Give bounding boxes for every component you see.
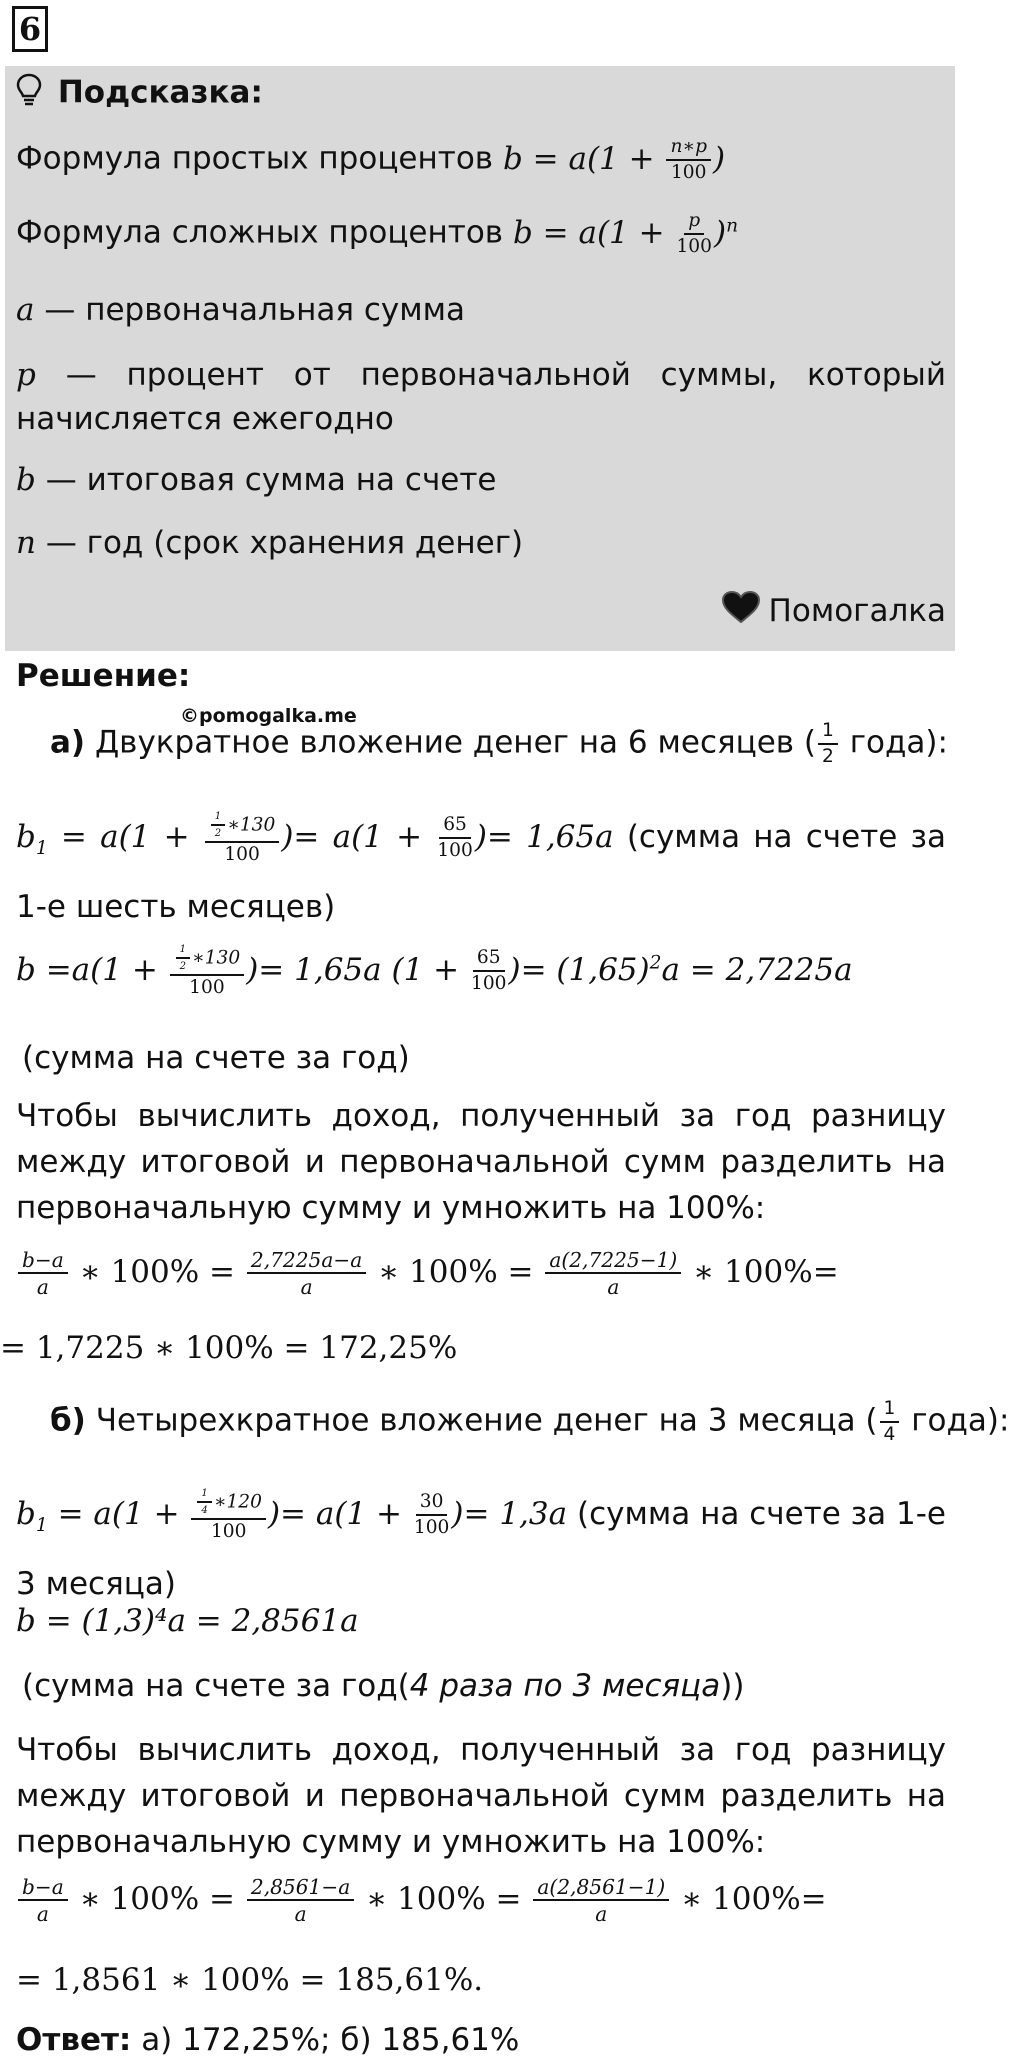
def-b: — итоговая сумма на счете bbox=[45, 462, 497, 498]
part-b-b-comment: (сумма на счете за год(4 раза по 3 месяца)) bbox=[22, 1668, 745, 1704]
part-b-income-text: Чтобы вычислить доход, полученный за год разницу между итоговой и первоначальной сумм разделить на первоначальную сумму и умножить на 100%: bbox=[16, 1732, 946, 1860]
part-b-b-formula: b = (1,3)⁴a = 2,8561a bbox=[16, 1603, 359, 1639]
part-b-b1-comment: (сумма на счете за 1-е 3 месяца) bbox=[16, 1496, 946, 1603]
answer-label: Ответ: bbox=[16, 2022, 132, 2058]
brand-logo bbox=[721, 590, 946, 632]
def-p-row: p — процент от первоначальной суммы, который начисляется ежегодно bbox=[16, 357, 947, 437]
def-n-row: n — год (срок хранения денег) bbox=[16, 525, 524, 561]
task-number: 6 bbox=[12, 6, 48, 52]
solution-title: Решение: bbox=[16, 658, 191, 694]
compound-formula: b = a(1 + $\frac{p}{100}$ )$^n$ bbox=[512, 210, 739, 257]
part-a-income-formula: $\frac{b-a}{a}$ ∗ 100% = $\frac{2,7225a-a}{a}$ ∗ 100% = $\frac{a(2,7225-1)}{a}$ ∗ 100%= bbox=[16, 1250, 946, 1297]
heart-icon bbox=[721, 590, 761, 632]
simple-formula-label: Формула простых процентов bbox=[16, 140, 494, 177]
part-a-b-comment: (сумма на счете за год) bbox=[22, 1040, 410, 1076]
def-b-row: b — итоговая сумма на счете bbox=[16, 462, 497, 498]
watermark: ©pomogalka.me bbox=[180, 705, 357, 727]
part-b-b1-formula: $b_1 = a(1$ + $\frac{1}{4}$ ∗120 100 )= a(1 + $\frac{30}{100}$ )= 1,3a bbox=[16, 1488, 568, 1543]
part-a-heading: а) Двукратное вложение денег на 6 месяцев ( $\frac{1}{2}$ года): bbox=[50, 720, 948, 767]
hint-title-row bbox=[16, 73, 946, 115]
hint-title: Подсказка: bbox=[57, 74, 263, 111]
brand-name: Помогалка bbox=[768, 593, 946, 629]
def-a: — первоначальная сумма bbox=[44, 292, 466, 328]
part-a-b-formula: b =a(1 + $\frac{1}{2}$ ∗130 100 )= 1,65a (1 + $\frac{65}{100}$ )= $(1,65)^2a = 2,7225a$ bbox=[16, 944, 853, 999]
lightbulb-icon bbox=[16, 73, 42, 115]
simple-formula-row bbox=[16, 138, 946, 182]
answer-text: а) 172,25%; б) 185,61% bbox=[141, 2022, 520, 2058]
compound-formula-label: Формула сложных процентов bbox=[16, 214, 504, 251]
part-a-b1-row bbox=[16, 808, 946, 936]
def-a-row: a — первоначальная сумма bbox=[16, 292, 466, 328]
part-b-result: = 1,8561 ∗ 100% = 185,61%. bbox=[16, 1962, 484, 1998]
part-a-b1-formula: $b_1 = a(1$ + $\frac{1}{2}$ ∗130 100 )= a(1 + $\frac{65}{100}$ )= 1,65a bbox=[16, 811, 614, 866]
part-b-heading: б) Четырехкратное вложение денег на 3 месяца ( $\frac{1}{4}$ года): bbox=[50, 1398, 1009, 1445]
compound-formula-row bbox=[16, 212, 946, 256]
part-b-b1-row bbox=[16, 1485, 946, 1613]
def-p: — процент от первоначальной суммы, который начисляется ежегодно bbox=[16, 357, 947, 437]
simple-formula: b = a(1 + $\frac{n∗p}{100}$ ) bbox=[502, 136, 726, 183]
answer-row bbox=[16, 2022, 946, 2058]
part-a-b-row bbox=[16, 945, 946, 998]
part-b-income-formula: $\frac{b-a}{a}$ ∗ 100% = $\frac{2,8561-a}{a}$ ∗ 100% = $\frac{a(2,8561-1)}{a}$ ∗ 100%= bbox=[16, 1877, 946, 1924]
def-n: — год (срок хранения денег) bbox=[45, 525, 524, 561]
part-a-income-text: Чтобы вычислить доход, полученный за год разницу между итоговой и первоначальной сумм разделить на первоначальную сумму и умножить на 100%: bbox=[16, 1098, 946, 1226]
part-a-b1-comment: (сумма на счете за 1-е шесть месяцев) bbox=[16, 819, 947, 926]
part-a-result: = 1,7225 ∗ 100% = 172,25% bbox=[0, 1330, 458, 1366]
